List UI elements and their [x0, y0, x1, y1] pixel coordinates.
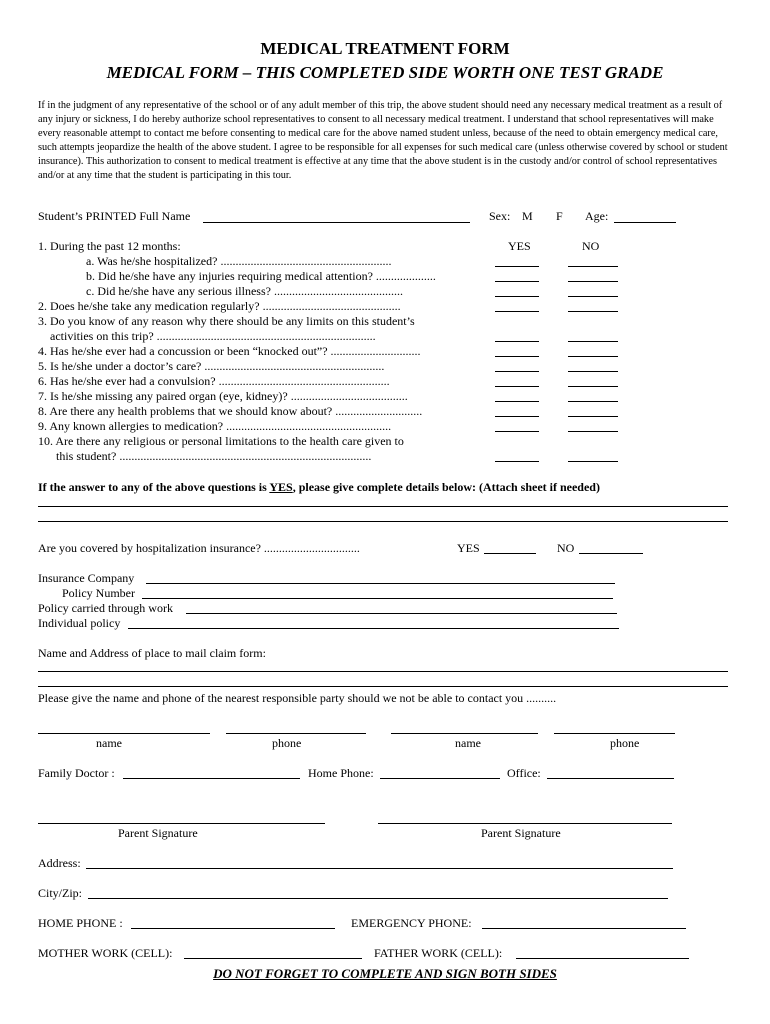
- insurance-company-label: Insurance Company: [38, 571, 135, 585]
- contact-1-name-field[interactable]: [38, 733, 210, 734]
- doctor-home-phone-field[interactable]: [380, 778, 500, 779]
- emergency-phone-label: EMERGENCY PHONE:: [351, 916, 472, 930]
- answer-7-yes[interactable]: [495, 401, 539, 402]
- contact-1-name-label: name: [96, 736, 122, 750]
- parent-signature-2-label: Parent Signature: [481, 826, 561, 840]
- answer-5-no[interactable]: [568, 371, 618, 372]
- answer-6-no[interactable]: [568, 386, 618, 387]
- answer-3-no[interactable]: [568, 341, 618, 342]
- answer-1a-no[interactable]: [568, 266, 618, 267]
- question-1c: c. Did he/she have any serious illness? ...........................................: [86, 284, 403, 298]
- student-name-field[interactable]: [203, 222, 470, 223]
- father-work-label: FATHER WORK (CELL):: [374, 946, 503, 960]
- sex-f-option[interactable]: F: [556, 209, 563, 223]
- age-field[interactable]: [614, 222, 676, 223]
- question-6: 6. Has he/she ever had a convulsion? .........................................................: [38, 374, 390, 388]
- insurance-no-field[interactable]: [579, 553, 643, 554]
- policy-work-field[interactable]: [186, 613, 617, 614]
- question-7: 7. Is he/she missing any paired organ (eye, kidney)? .......................................: [38, 389, 408, 403]
- doctor-office-field[interactable]: [547, 778, 674, 779]
- question-3-cont: activities on this trip? .........................................................................: [50, 329, 376, 343]
- responsible-party-prompt: Please give the name and phone of the nearest responsible party should we not be able to contact you ..........: [38, 691, 557, 705]
- insurance-yes-label: YES: [457, 541, 480, 555]
- contact-2-name-label: name: [455, 736, 481, 750]
- parent-signature-1-field[interactable]: [38, 823, 325, 824]
- answer-1b-no[interactable]: [568, 281, 618, 282]
- mail-claim-line-1[interactable]: [38, 671, 728, 672]
- mother-work-field[interactable]: [184, 958, 362, 959]
- details-suffix: , please give complete details below: (Attach sheet if needed): [292, 480, 600, 494]
- question-1b: b. Did he/she have any injuries requiring medical attention? ....................: [86, 269, 436, 283]
- question-1: 1. During the past 12 months:: [38, 239, 181, 253]
- answer-2-yes[interactable]: [495, 311, 539, 312]
- doctor-home-phone-label: Home Phone:: [308, 766, 374, 780]
- answer-9-no[interactable]: [568, 431, 618, 432]
- footer-reminder: DO NOT FORGET TO COMPLETE AND SIGN BOTH SIDES: [213, 966, 557, 981]
- contact-2-phone-field[interactable]: [554, 733, 675, 734]
- answer-1b-yes[interactable]: [495, 281, 539, 282]
- age-label: Age:: [585, 209, 609, 223]
- student-name-label: Student’s PRINTED Full Name: [38, 209, 191, 223]
- authorization-paragraph: If in the judgment of any representative of the school or of any adult member of this trip, the above student should need any necessary medical treatment as a result of any injury or sickness, I do hereby authorize school representatives to consent to all necessary medical treatment. I understand that school representatives will make every reasonable attempt to contact me before consenting to medical care for the above named student unless, because of the need to obtain emergency medical care, such attempts jeopardize the health of the above student. I agree to be responsible for all expenses for such medical care (unless otherwise covered by school or student insurance). This authorization to consent to medical treatment is effective at any time that the above student is in the custody and/or control of school representatives and/or at any time that the student is participating in this tour.: [38, 100, 728, 181]
- answer-10-no[interactable]: [568, 461, 618, 462]
- answer-7-no[interactable]: [568, 401, 618, 402]
- father-work-field[interactable]: [516, 958, 689, 959]
- question-8: 8. Are there any health problems that we should know about? .............................: [38, 404, 423, 418]
- answer-4-no[interactable]: [568, 356, 618, 357]
- question-9: 9. Any known allergies to medication? .......................................................: [38, 419, 392, 433]
- answer-2-no[interactable]: [568, 311, 618, 312]
- mail-claim-label: Name and Address of place to mail claim form:: [38, 646, 266, 660]
- answer-1a-yes[interactable]: [495, 266, 539, 267]
- question-4: 4. Has he/she ever had a concussion or been “knocked out”? ..............................: [38, 344, 421, 358]
- answer-5-yes[interactable]: [495, 371, 539, 372]
- individual-policy-label: Individual policy: [38, 616, 121, 630]
- answer-9-yes[interactable]: [495, 431, 539, 432]
- answer-6-yes[interactable]: [495, 386, 539, 387]
- insurance-question: Are you covered by hospitalization insurance? ................................: [38, 541, 360, 555]
- form-subtitle: MEDICAL FORM – THIS COMPLETED SIDE WORTH ONE TEST GRADE: [106, 63, 664, 82]
- parent-signature-2-field[interactable]: [378, 823, 672, 824]
- parent-signature-1-label: Parent Signature: [118, 826, 198, 840]
- answer-4-yes[interactable]: [495, 356, 539, 357]
- contact-2-name-field[interactable]: [391, 733, 538, 734]
- answer-1c-yes[interactable]: [495, 296, 539, 297]
- home-phone-label: HOME PHONE :: [38, 916, 123, 930]
- doctor-office-label: Office:: [507, 766, 541, 780]
- insurance-company-field[interactable]: [146, 583, 615, 584]
- policy-number-field[interactable]: [142, 598, 613, 599]
- contact-2-phone-label: phone: [610, 736, 640, 750]
- family-doctor-field[interactable]: [123, 778, 300, 779]
- question-5: 5. Is he/she under a doctor’s care? ............................................................: [38, 359, 385, 373]
- answer-3-yes[interactable]: [495, 341, 539, 342]
- details-prefix: If the answer to any of the above questions is: [38, 480, 270, 494]
- cityzip-field[interactable]: [88, 898, 668, 899]
- form-title: MEDICAL TREATMENT FORM: [260, 39, 510, 58]
- mail-claim-line-2[interactable]: [38, 686, 728, 687]
- answer-8-yes[interactable]: [495, 416, 539, 417]
- answer-10-yes[interactable]: [495, 461, 539, 462]
- individual-policy-field[interactable]: [128, 628, 619, 629]
- answer-8-no[interactable]: [568, 416, 618, 417]
- details-line-1[interactable]: [38, 506, 728, 507]
- home-phone-field[interactable]: [131, 928, 335, 929]
- sex-label: Sex:: [489, 209, 511, 223]
- no-column-header: NO: [582, 239, 600, 253]
- address-label: Address:: [38, 856, 81, 870]
- contact-1-phone-label: phone: [272, 736, 302, 750]
- insurance-no-label: NO: [557, 541, 575, 555]
- address-field[interactable]: [86, 868, 673, 869]
- contact-1-phone-field[interactable]: [226, 733, 366, 734]
- details-instruction: [38, 480, 600, 495]
- sex-m-option[interactable]: M: [522, 209, 533, 223]
- emergency-phone-field[interactable]: [482, 928, 686, 929]
- mother-work-label: MOTHER WORK (CELL):: [38, 946, 173, 960]
- question-1a: a. Was he/she hospitalized? .........................................................: [86, 254, 392, 268]
- question-10-cont: this student? ....................................................................................: [56, 449, 372, 463]
- answer-1c-no[interactable]: [568, 296, 618, 297]
- insurance-yes-field[interactable]: [484, 553, 536, 554]
- question-10: 10. Are there any religious or personal limitations to the health care given to: [38, 434, 404, 448]
- details-yes-word: YES: [269, 480, 293, 494]
- family-doctor-label: Family Doctor :: [38, 766, 115, 780]
- details-line-2[interactable]: [38, 521, 728, 522]
- policy-work-label: Policy carried through work: [38, 601, 173, 615]
- policy-number-label: Policy Number: [62, 586, 135, 600]
- question-3: 3. Do you know of any reason why there should be any limits on this student’s: [38, 314, 415, 328]
- yes-column-header: YES: [508, 239, 531, 253]
- cityzip-label: City/Zip:: [38, 886, 83, 900]
- question-2: 2. Does he/she take any medication regularly? ..............................................: [38, 299, 401, 313]
